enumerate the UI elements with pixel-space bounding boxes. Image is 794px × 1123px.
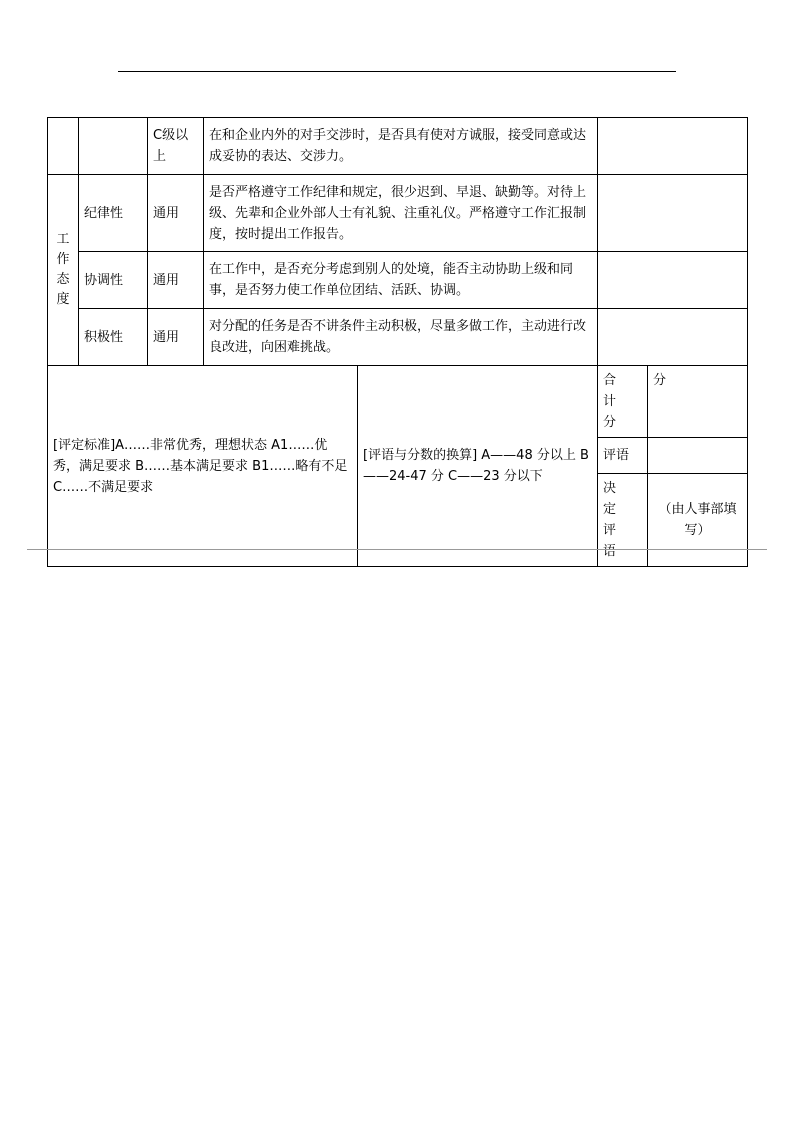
scope-cell: 通用 [148, 252, 204, 309]
item-cell: 积极性 [79, 309, 148, 366]
score-cell [598, 118, 748, 175]
decision-comment-label: 决定评语 [598, 474, 648, 567]
comment-label: 评语 [598, 438, 648, 474]
description-cell: 在工作中，是否充分考虑到别人的处境，能否主动协助上级和同事，是否努力使工作单位团结、活跃、协调。 [204, 252, 598, 309]
score-cell [598, 309, 748, 366]
category-cell [48, 118, 79, 175]
description-cell: 是否严格遵守工作纪律和规定，很少迟到、早退、缺勤等。对待上级、先辈和企业外部人士有礼貌、注重礼仪。严格遵守工作汇报制度，按时提出工作报告。 [204, 175, 598, 252]
page-divider [27, 549, 767, 550]
scope-cell: 通用 [148, 309, 204, 366]
table-row [48, 309, 748, 366]
table-row [48, 366, 748, 438]
description-cell: 在和企业内外的对手交涉时，是否具有使对方诚服，接受同意或达成妥协的表达、交涉力。 [204, 118, 598, 175]
score-cell [598, 252, 748, 309]
total-score-label: 合计分 [598, 366, 648, 438]
description-cell: 对分配的任务是否不讲条件主动积极，尽量多做工作，主动进行改良改进，向困难挑战。 [204, 309, 598, 366]
level-cell: C级以上 [148, 118, 204, 175]
header-rule [118, 71, 676, 72]
table-row [48, 118, 748, 175]
category-work-attitude: 工 作 态 度 [48, 175, 79, 366]
item-cell: 协调性 [79, 252, 148, 309]
item-cell: 纪律性 [79, 175, 148, 252]
decision-comment-note: （由人事部填写） [648, 474, 748, 567]
item-cell [79, 118, 148, 175]
evaluation-table [47, 117, 748, 567]
table-row [48, 175, 748, 252]
total-score-value: 分 [648, 366, 748, 438]
score-cell [598, 175, 748, 252]
comment-value [648, 438, 748, 474]
table-row [48, 252, 748, 309]
scope-cell: 通用 [148, 175, 204, 252]
rating-standard: [评定标准]A……非常优秀，理想状态 A1……优秀，满足要求 B……基本满足要求 B1……略有不足 C……不满足要求 [48, 366, 358, 567]
score-conversion: [评语与分数的换算] A——48 分以上 B——24-47 分 C——23 分以下 [358, 366, 598, 567]
